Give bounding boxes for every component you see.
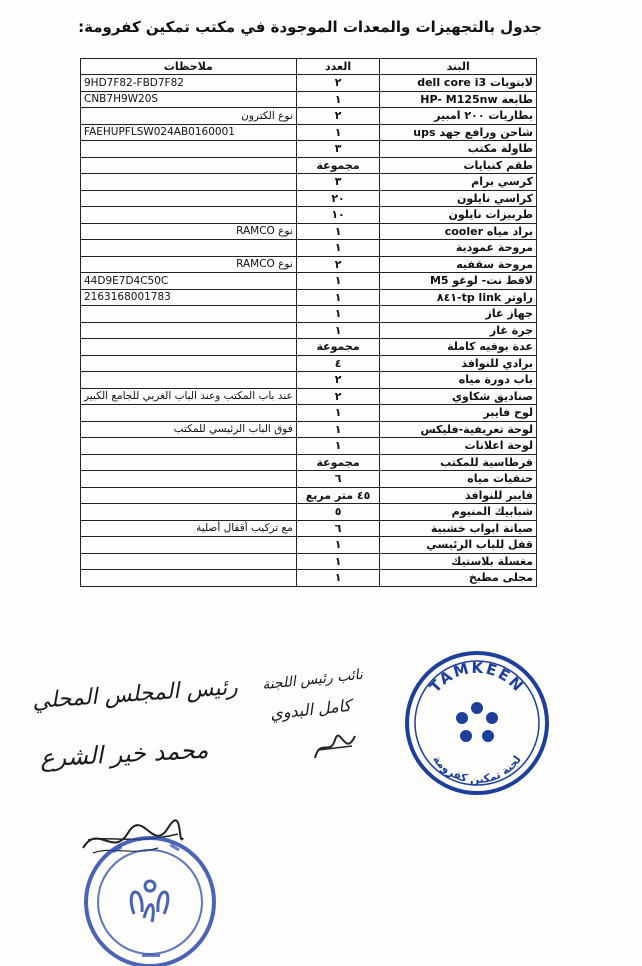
table-row [81, 256, 537, 273]
cell-count: ٢ [296, 256, 380, 273]
cell-count: ٢ [296, 388, 380, 405]
cell-item: برادي للنوافذ [380, 355, 537, 372]
table-row [81, 537, 537, 554]
cell-item: لوحة اعلانات [380, 438, 537, 455]
cell-count: ١ [296, 570, 380, 587]
local-council-seal [72, 826, 222, 966]
cell-count: مجموعة [296, 157, 380, 174]
table-row [81, 504, 537, 521]
table-row [81, 108, 537, 125]
cell-notes: 9HD7F82-FBD7F82 [81, 75, 297, 92]
cell-notes: 2163168001783 [81, 289, 297, 306]
cell-count: ٤٥ متر مربع [296, 487, 380, 504]
cell-count: ١ [296, 438, 380, 455]
cell-count: ١ [296, 223, 380, 240]
cell-count: ٦ [296, 471, 380, 488]
table-body [81, 75, 537, 587]
cell-count: ١ [296, 421, 380, 438]
table-row [81, 454, 537, 471]
seal-emblem-flower-icon [131, 881, 168, 922]
cell-notes [81, 207, 297, 224]
table-row [81, 438, 537, 455]
cell-item: عدة بوفيه كاملة [380, 339, 537, 356]
cell-item: شبابيك المنيوم [380, 504, 537, 521]
cell-notes: نوع الكترون [81, 108, 297, 125]
table-row [81, 339, 537, 356]
cell-item: مغسلة بلاستيك [380, 553, 537, 570]
cell-count: ١٠ [296, 207, 380, 224]
cell-item: طقم كنبايات [380, 157, 537, 174]
signature-left-title: رئيس المجلس المحلي [31, 674, 239, 715]
cell-item: طاولة مكتب [380, 141, 537, 158]
signature-scribble-middle [310, 728, 360, 768]
signature-middle-title: نائب رئيس اللجنة [261, 666, 364, 694]
cell-item: قرطاسية للمكتب [380, 454, 537, 471]
table-row [81, 174, 537, 191]
cell-notes: عند باب المكتب وعند الباب الغربي للجامع الكبير [81, 388, 297, 405]
table-row [81, 372, 537, 389]
cell-item: شاحن ورافع جهد ups [380, 124, 537, 141]
table-row [81, 553, 537, 570]
cell-count: ١ [296, 553, 380, 570]
svg-text:لجنة تمكين كفرومة [430, 753, 524, 786]
table-row [81, 520, 537, 537]
cell-notes [81, 306, 297, 323]
table-row [81, 273, 537, 290]
table-row [81, 487, 537, 504]
cell-item: مروحة عمودية [380, 240, 537, 257]
cell-notes: مع تركيب أقفال أصلية [81, 520, 297, 537]
cell-count: مجموعة [296, 339, 380, 356]
table-header-row [81, 59, 537, 75]
cell-item: فايبر للنوافذ [380, 487, 537, 504]
cell-notes: نوع RAMCO [81, 223, 297, 240]
table-row [81, 91, 537, 108]
table-row [81, 141, 537, 158]
table-row [81, 75, 537, 92]
tamkeen-seal [402, 648, 552, 798]
table-row [81, 322, 537, 339]
header-item: البند [380, 59, 537, 75]
cell-notes [81, 141, 297, 158]
cell-count: ١ [296, 240, 380, 257]
table-row [81, 289, 537, 306]
cell-count: ٤ [296, 355, 380, 372]
seal-top-text: TAMKEEN [425, 658, 528, 697]
cell-notes [81, 471, 297, 488]
cell-notes: فوق الباب الرئيسي للمكتب [81, 421, 297, 438]
cell-notes [81, 454, 297, 471]
cell-item: صيانة ابواب خشبية [380, 520, 537, 537]
cell-item: جرة غاز [380, 322, 537, 339]
cell-item: حنفيات مياه [380, 471, 537, 488]
signature-middle-name: كامل البدوي [269, 695, 352, 724]
cell-notes [81, 372, 297, 389]
seal-emblem-icon [456, 702, 498, 742]
cell-count: ١ [296, 405, 380, 422]
cell-notes [81, 504, 297, 521]
cell-notes [81, 438, 297, 455]
header-notes: ملاحظات [81, 59, 297, 75]
cell-notes [81, 190, 297, 207]
cell-count: ٢ [296, 75, 380, 92]
cell-count: ٣ [296, 141, 380, 158]
cell-item: لوحة تعريفية-فليكس [380, 421, 537, 438]
cell-item: راوتر tp link-٨٤١ [380, 289, 537, 306]
cell-count: ١ [296, 273, 380, 290]
table-row [81, 388, 537, 405]
cell-count: ٢٠ [296, 190, 380, 207]
table-row [81, 306, 537, 323]
cell-count: ٣ [296, 174, 380, 191]
cell-count: ٦ [296, 520, 380, 537]
cell-item: باب دورة مياه [380, 372, 537, 389]
cell-item: جهاز غاز [380, 306, 537, 323]
cell-count: ١ [296, 124, 380, 141]
cell-notes: FAEHUPFLSW024AB0160001 [81, 124, 297, 141]
cell-notes [81, 339, 297, 356]
cell-count: ٢ [296, 108, 380, 125]
cell-notes [81, 240, 297, 257]
cell-item: مروحة سقفيه [380, 256, 537, 273]
table-row [81, 190, 537, 207]
cell-item: لاقط نت- لوغو M5 [380, 273, 537, 290]
cell-item: كراسي نايلون [380, 190, 537, 207]
cell-count: ١ [296, 306, 380, 323]
cell-item: بطاريات ٢٠٠ امبير [380, 108, 537, 125]
cell-notes: نوع RAMCO [81, 256, 297, 273]
cell-count: ١ [296, 322, 380, 339]
cell-item: براد مياه cooler [380, 223, 537, 240]
cell-count: ٢ [296, 372, 380, 389]
cell-count: ٥ [296, 504, 380, 521]
table-row [81, 570, 537, 587]
signature-left-name: محمد خير الشرع [39, 735, 209, 773]
cell-notes [81, 322, 297, 339]
cell-count: ١ [296, 289, 380, 306]
table-row [81, 355, 537, 372]
table-row [81, 157, 537, 174]
table-row [81, 471, 537, 488]
cell-item: صناديق شكاوي [380, 388, 537, 405]
cell-notes [81, 157, 297, 174]
cell-notes [81, 553, 297, 570]
cell-item: مجلى مطبخ [380, 570, 537, 587]
table-row [81, 421, 537, 438]
cell-count: ١ [296, 537, 380, 554]
equipment-table [80, 58, 537, 587]
document-title: جدول بالتجهيزات والمعدات الموجودة في مكتب تمكين كفرومة: [78, 18, 542, 36]
cell-notes: CNB7H9W20S [81, 91, 297, 108]
cell-notes [81, 355, 297, 372]
header-count: العدد [296, 59, 380, 75]
cell-notes [81, 537, 297, 554]
table-row [81, 124, 537, 141]
cell-notes [81, 570, 297, 587]
table-row [81, 223, 537, 240]
cell-item: قفل للباب الرئيسي [380, 537, 537, 554]
cell-item: طربيزات نايلون [380, 207, 537, 224]
table-row [81, 207, 537, 224]
cell-item: كرسي برام [380, 174, 537, 191]
cell-item: لوح فايبر [380, 405, 537, 422]
cell-item: لابتوبات dell core i3 [380, 75, 537, 92]
cell-count: ١ [296, 91, 380, 108]
cell-notes: 44D9E7D4C50C [81, 273, 297, 290]
seal-bottom-text: لجنة تمكين كفرومة [430, 753, 524, 787]
cell-item: طابعة HP- M125nw [380, 91, 537, 108]
cell-notes [81, 405, 297, 422]
table-row [81, 240, 537, 257]
cell-notes [81, 174, 297, 191]
cell-notes [81, 487, 297, 504]
cell-count: مجموعة [296, 454, 380, 471]
table-row [81, 405, 537, 422]
